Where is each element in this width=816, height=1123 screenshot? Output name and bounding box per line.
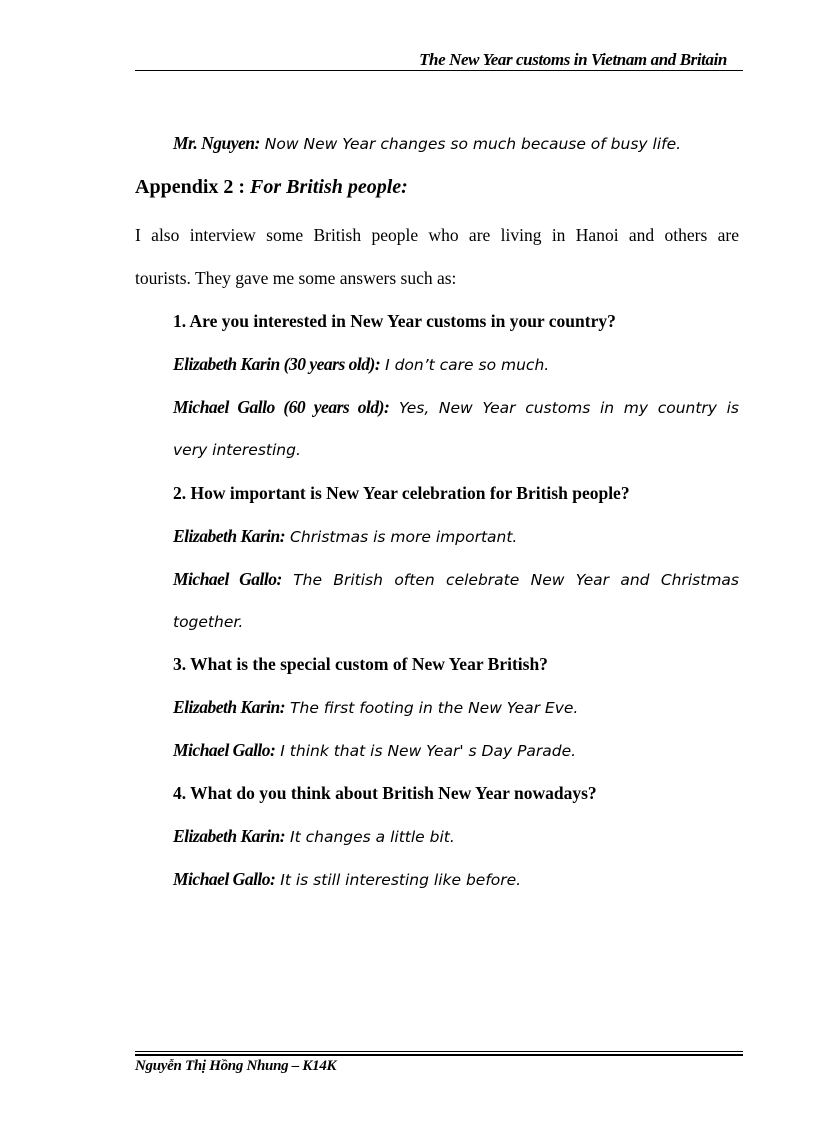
- answer-3a: [173, 697, 578, 718]
- answer-1b-continuation: very interesting.: [173, 441, 301, 459]
- footer-author: Nguyễn Thị Hồng Nhung – K14K: [135, 1058, 337, 1074]
- speaker-label: Mr. Nguyen:: [173, 133, 260, 153]
- answer-text: It changes a little bit.: [285, 828, 455, 846]
- footer-rule-thick: [135, 1054, 743, 1056]
- answer-text: I don’t care so much.: [380, 356, 550, 374]
- speaker-label: Elizabeth Karin:: [173, 697, 286, 717]
- speaker-label: Michael Gallo:: [173, 569, 282, 589]
- intro-answer: [173, 133, 681, 154]
- answer-1b: [173, 397, 739, 418]
- answer-2a: [173, 526, 517, 547]
- answer-text: Christmas is more important.: [285, 528, 518, 546]
- speaker-label: Michael Gallo:: [173, 740, 276, 760]
- speaker-label: Elizabeth Karin:: [173, 526, 286, 546]
- header-rule: [135, 70, 743, 71]
- question-3: 3. What is the special custom of New Year British?: [173, 654, 548, 674]
- question-4: 4. What do you think about British New Year nowadays?: [173, 783, 597, 803]
- question-2: 2. How important is New Year celebration for British people?: [173, 483, 630, 503]
- answer-text: It is still interesting like before.: [275, 871, 522, 889]
- answer-4a: [173, 826, 455, 847]
- answer-2b: [173, 569, 739, 590]
- answer-text: The first footing in the New Year Eve.: [285, 699, 579, 717]
- paragraph-line-2: tourists. They gave me some answers such as:: [135, 268, 457, 288]
- speaker-label: Michael Gallo (60 years old):: [173, 397, 390, 417]
- appendix-subtitle: For British people:: [250, 176, 408, 198]
- header-title: The New Year customs in Vietnam and Britain: [419, 50, 727, 69]
- speaker-label: Michael Gallo:: [173, 869, 276, 889]
- speaker-label: Elizabeth Karin (30 years old):: [173, 354, 381, 374]
- question-1: 1. Are you interested in New Year customs in your country?: [173, 311, 616, 331]
- speaker-label: Elizabeth Karin:: [173, 826, 286, 846]
- answer-3b: [173, 740, 576, 761]
- answer-text: Yes, New Year customs in my country is: [389, 399, 739, 417]
- answer-1a: [173, 354, 549, 375]
- answer-2b-continuation: together.: [173, 613, 244, 631]
- answer-text: I think that is New Year' s Day Parade.: [275, 742, 577, 760]
- footer-rule-thin: [135, 1051, 743, 1052]
- appendix-label: Appendix 2 :: [135, 176, 251, 198]
- appendix-heading: [135, 176, 408, 199]
- paragraph-line-1: I also interview some British people who are living in Hanoi and others are: [135, 225, 739, 245]
- answer-text: The British often celebrate New Year and Christmas: [281, 571, 740, 589]
- answer-4b: [173, 869, 521, 890]
- answer-text: Now New Year changes so much because of busy life.: [259, 135, 682, 153]
